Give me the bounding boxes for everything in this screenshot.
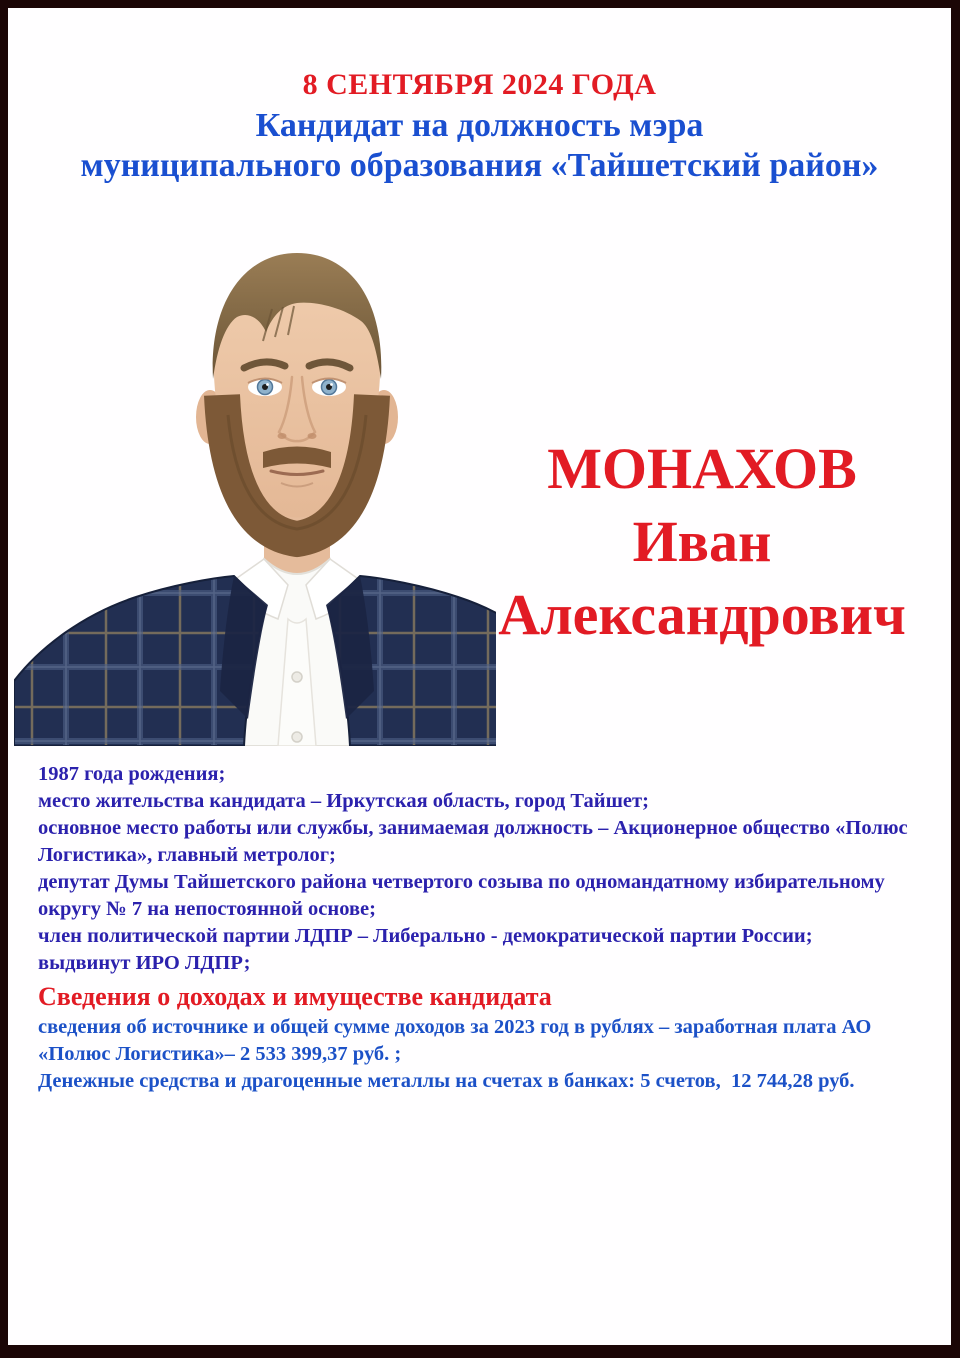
income-section	[38, 980, 941, 1095]
poster-header	[8, 64, 951, 186]
poster-title-line-1: Кандидат на должность мэра	[255, 107, 704, 144]
bio-line-birth-year: 1987 года рождения;	[38, 763, 226, 785]
bio-line-nominated-by: выдвинут ИРО ЛДПР;	[38, 952, 251, 974]
candidate-patronymic: Александрович	[498, 582, 906, 647]
biography-section	[38, 761, 941, 977]
candidate-details	[38, 761, 941, 1095]
poster-sheet	[8, 8, 951, 1345]
income-section-heading: Сведения о доходах и имуществе кандидата	[38, 982, 552, 1011]
bio-line-residence: место жительства кандидата – Иркутская область, город Тайшет;	[38, 790, 649, 812]
candidate-photo	[14, 245, 496, 746]
candidate-name	[492, 432, 912, 651]
income-line-salary: сведения об источнике и общей сумме доходов за 2023 год в рублях – заработная плата АО «Полюс Логистика»– 2 533 399,37 руб. ;	[38, 1016, 877, 1065]
candidate-surname: МОНАХОВ	[547, 436, 857, 501]
bio-line-employment: основное место работы или службы, занимаемая должность – Акционерное общество «Полюс Логистика», главный метролог;	[38, 817, 913, 866]
bio-line-party-membership: член политической партии ЛДПР – Либерально - демократической партии России;	[38, 925, 813, 947]
election-date: 8 СЕНТЯБРЯ 2024 ГОДА	[302, 68, 657, 101]
poster-title-line-2: муниципального образования «Тайшетский район»	[80, 147, 879, 184]
candidate-first-name: Иван	[632, 509, 772, 574]
bio-line-deputy: депутат Думы Тайшетского района четвертого созыва по одномандатному избирательному округу № 7 на непостоянной основе;	[38, 871, 890, 920]
income-line-bank-accounts: Денежные средства и драгоценные металлы на счетах в банках: 5 счетов, 12 744,28 руб.	[38, 1070, 855, 1092]
